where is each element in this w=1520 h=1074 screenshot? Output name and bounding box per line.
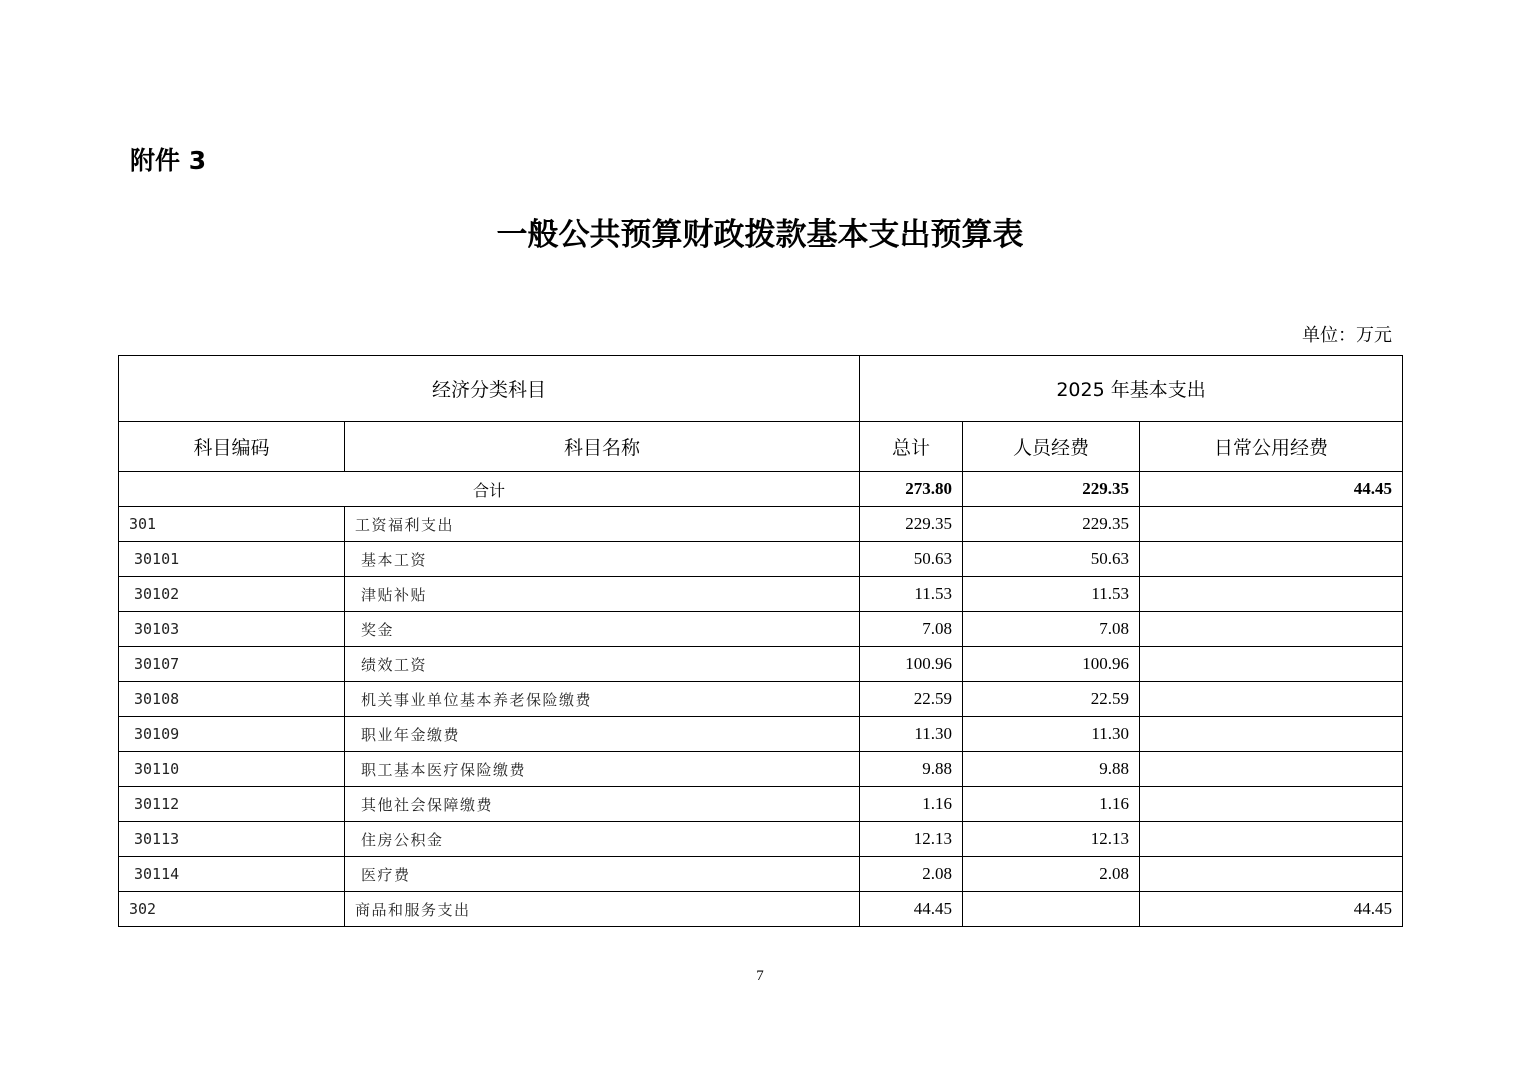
total-row-public: 44.45	[1140, 472, 1403, 507]
header-public-expense: 日常公用经费	[1140, 422, 1403, 472]
row-personnel-expense: 11.30	[963, 717, 1140, 752]
table-row	[119, 577, 1403, 612]
document-title: 一般公共预算财政拨款基本支出预算表	[496, 217, 1024, 253]
row-personnel-expense: 7.08	[963, 612, 1140, 647]
table-row	[119, 612, 1403, 647]
row-subject-code: 30113	[119, 822, 345, 857]
row-personnel-expense: 22.59	[963, 682, 1140, 717]
header-economic-classification: 经济分类科目	[119, 356, 860, 422]
row-subject-code: 30108	[119, 682, 345, 717]
row-subject-name: 奖金	[345, 612, 860, 647]
table-row	[119, 507, 1403, 542]
row-subject-code: 301	[119, 507, 345, 542]
row-personnel-expense: 11.53	[963, 577, 1140, 612]
row-subject-name: 其他社会保障缴费	[345, 787, 860, 822]
header-personnel-expense: 人员经费	[963, 422, 1140, 472]
row-public-expense	[1140, 577, 1403, 612]
row-public-expense	[1140, 682, 1403, 717]
row-public-expense	[1140, 507, 1403, 542]
table-row	[119, 682, 1403, 717]
row-personnel-expense: 229.35	[963, 507, 1140, 542]
row-subject-code: 30109	[119, 717, 345, 752]
row-public-expense	[1140, 752, 1403, 787]
table-row	[119, 822, 1403, 857]
row-subject-name: 住房公积金	[345, 822, 860, 857]
table-row	[119, 717, 1403, 752]
row-subject-code: 30112	[119, 787, 345, 822]
row-subject-name: 机关事业单位基本养老保险缴费	[345, 682, 860, 717]
row-subject-name: 职业年金缴费	[345, 717, 860, 752]
page-number: 7	[756, 968, 764, 984]
table-row	[119, 752, 1403, 787]
row-total: 2.08	[860, 857, 963, 892]
total-row-personnel: 229.35	[963, 472, 1140, 507]
table-column-header-row	[119, 422, 1403, 472]
row-personnel-expense	[963, 892, 1140, 927]
row-personnel-expense: 1.16	[963, 787, 1140, 822]
row-personnel-expense: 50.63	[963, 542, 1140, 577]
row-subject-code: 30110	[119, 752, 345, 787]
budget-table	[118, 355, 1403, 927]
row-total: 11.53	[860, 577, 963, 612]
row-total: 7.08	[860, 612, 963, 647]
table-group-header-row	[119, 356, 1403, 422]
header-basic-expenditure-2025: 2025 年基本支出	[860, 356, 1403, 422]
table-row	[119, 542, 1403, 577]
row-subject-code: 30103	[119, 612, 345, 647]
row-total: 50.63	[860, 542, 963, 577]
total-row-total: 273.80	[860, 472, 963, 507]
row-public-expense: 44.45	[1140, 892, 1403, 927]
row-personnel-expense: 12.13	[963, 822, 1140, 857]
row-personnel-expense: 100.96	[963, 647, 1140, 682]
row-total: 229.35	[860, 507, 963, 542]
table-row	[119, 787, 1403, 822]
row-subject-code: 30102	[119, 577, 345, 612]
header-subject-code: 科目编码	[119, 422, 345, 472]
unit-label: 单位：万元	[1302, 325, 1392, 346]
total-row	[119, 472, 1403, 507]
row-subject-name: 工资福利支出	[345, 507, 860, 542]
row-personnel-expense: 9.88	[963, 752, 1140, 787]
row-public-expense	[1140, 787, 1403, 822]
row-subject-code: 30114	[119, 857, 345, 892]
table-row	[119, 892, 1403, 927]
row-total: 11.30	[860, 717, 963, 752]
row-total: 22.59	[860, 682, 963, 717]
row-subject-name: 基本工资	[345, 542, 860, 577]
row-total: 1.16	[860, 787, 963, 822]
row-subject-name: 绩效工资	[345, 647, 860, 682]
row-personnel-expense: 2.08	[963, 857, 1140, 892]
row-public-expense	[1140, 612, 1403, 647]
row-subject-code: 30107	[119, 647, 345, 682]
attachment-label: 附件 3	[130, 146, 207, 175]
row-total: 100.96	[860, 647, 963, 682]
row-total: 12.13	[860, 822, 963, 857]
total-row-label: 合计	[119, 472, 860, 507]
row-total: 9.88	[860, 752, 963, 787]
row-public-expense	[1140, 542, 1403, 577]
header-subject-name: 科目名称	[345, 422, 860, 472]
row-subject-name: 津贴补贴	[345, 577, 860, 612]
row-subject-name: 商品和服务支出	[345, 892, 860, 927]
row-subject-code: 30101	[119, 542, 345, 577]
row-public-expense	[1140, 647, 1403, 682]
row-public-expense	[1140, 822, 1403, 857]
row-subject-code: 302	[119, 892, 345, 927]
row-subject-name: 医疗费	[345, 857, 860, 892]
row-total: 44.45	[860, 892, 963, 927]
table-row	[119, 647, 1403, 682]
table-row	[119, 857, 1403, 892]
row-subject-name: 职工基本医疗保险缴费	[345, 752, 860, 787]
header-total: 总计	[860, 422, 963, 472]
row-public-expense	[1140, 857, 1403, 892]
row-public-expense	[1140, 717, 1403, 752]
